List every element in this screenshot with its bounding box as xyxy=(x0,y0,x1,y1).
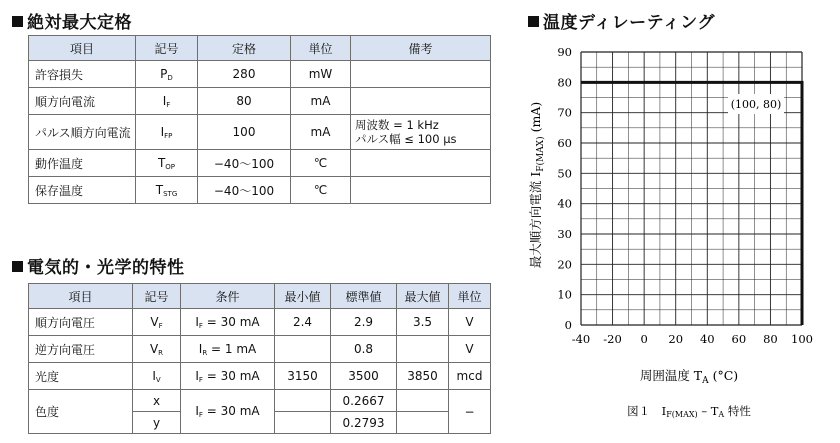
x-tick-label: 80 xyxy=(763,332,778,346)
row-symbol xyxy=(136,150,198,177)
symbol-subscript: F xyxy=(166,100,171,109)
row-typ-x: 0.2667 xyxy=(331,390,397,412)
row-unit: mcd xyxy=(449,363,491,390)
row-min xyxy=(275,336,331,363)
x-tick-label: 0 xyxy=(640,332,648,346)
table-row xyxy=(29,115,491,150)
row-rating: 280 xyxy=(198,61,291,88)
row-rating: 80 xyxy=(198,88,291,115)
condition-letter: I xyxy=(195,368,199,383)
x-tick-label: 60 xyxy=(731,332,747,346)
row-unit: ℃ xyxy=(291,150,351,177)
row-item: 逆方向電圧 xyxy=(29,336,133,363)
symbol-subscript: OP xyxy=(165,162,176,171)
row-condition xyxy=(181,336,275,363)
condition-value: = 30 mA xyxy=(202,368,260,383)
symbol-letter: T xyxy=(157,155,166,170)
row-max xyxy=(397,390,449,412)
row-typ-y: 0.2793 xyxy=(331,412,397,434)
condition-value: = 30 mA xyxy=(202,314,260,329)
row-symbol-x: x xyxy=(133,390,181,412)
header-typ: 標準値 xyxy=(331,284,397,309)
symbol-subscript: D xyxy=(167,73,173,82)
x-tick-label: -40 xyxy=(571,332,591,346)
symbol-letter: T xyxy=(155,182,164,197)
note-pulse-width: パルス幅 ≤ 100 μs xyxy=(355,132,457,146)
row-unit: mA xyxy=(291,88,351,115)
y-tick-label: 50 xyxy=(557,166,572,181)
row-item: 順方向電圧 xyxy=(29,309,133,336)
row-unit: − xyxy=(449,390,491,434)
header-condition: 条件 xyxy=(181,284,275,309)
row-symbol-y: y xyxy=(133,412,181,434)
row-min: 2.4 xyxy=(275,309,331,336)
condition-value: = 30 mA xyxy=(202,404,260,418)
derating-heading xyxy=(528,8,715,33)
row-note xyxy=(351,177,491,204)
header-symbol: 記号 xyxy=(136,36,198,61)
row-item: 順方向電流 xyxy=(29,88,136,115)
y-tick-label: 80 xyxy=(557,75,572,90)
abs-max-table xyxy=(28,35,491,204)
header-note: 備考 xyxy=(351,36,491,61)
row-min xyxy=(275,412,331,434)
symbol-letter: V xyxy=(149,341,159,356)
row-max xyxy=(397,412,449,434)
row-symbol xyxy=(136,115,198,150)
table-row xyxy=(29,363,491,390)
x-axis-label: 周囲温度 $T_A$ (°C) xyxy=(639,368,739,386)
row-item: 動作温度 xyxy=(29,150,136,177)
condition-letter: I xyxy=(195,314,199,329)
header-symbol: 記号 xyxy=(133,284,181,309)
figure-caption: 図１ IF(MAX) – TA 特性 xyxy=(627,404,751,419)
x-tick-label: 20 xyxy=(668,332,684,346)
table-row xyxy=(29,336,491,363)
table-row xyxy=(29,88,491,115)
condition-value: = 1 mA xyxy=(207,341,257,356)
y-tick-label: 20 xyxy=(557,257,572,272)
header-rating: 定格 xyxy=(198,36,291,61)
derating-chart xyxy=(530,40,830,440)
table-row xyxy=(29,177,491,204)
row-note xyxy=(351,88,491,115)
header-min: 最小値 xyxy=(275,284,331,309)
condition-subscript: F xyxy=(198,411,203,419)
heading-square-icon xyxy=(528,16,539,27)
annotation-label: (100, 80) xyxy=(730,98,782,111)
row-symbol xyxy=(136,88,198,115)
row-unit: mA xyxy=(291,115,351,150)
row-note xyxy=(351,150,491,177)
eo-table xyxy=(28,283,491,434)
x-tick-label: -20 xyxy=(603,332,622,346)
symbol-letter: I xyxy=(152,368,156,383)
condition-letter: I xyxy=(198,341,203,356)
row-rating: −40～100 xyxy=(198,177,291,204)
y-tick-label: 40 xyxy=(557,196,572,211)
row-item: 色度 xyxy=(29,390,133,434)
y-axis-label: 最大順方向電流 $I_{F(MAX)}$ (mA) xyxy=(528,101,546,269)
condition-letter: I xyxy=(195,404,199,418)
row-condition xyxy=(181,390,275,434)
row-typ: 3500 xyxy=(331,363,397,390)
row-unit: V xyxy=(449,336,491,363)
symbol-letter: P xyxy=(160,66,168,81)
x-tick-label: 40 xyxy=(699,332,715,346)
symbol-letter: I xyxy=(162,93,167,108)
symbol-subscript: F xyxy=(158,321,163,330)
symbol-letter: I xyxy=(160,124,165,139)
heading-square-icon xyxy=(12,16,23,27)
row-symbol xyxy=(133,309,181,336)
header-unit: 単位 xyxy=(291,36,351,61)
y-tick-label: 30 xyxy=(557,227,572,241)
abs-max-heading-text: 絶対最大定格 xyxy=(27,13,132,33)
row-item: 許容損失 xyxy=(29,61,136,88)
table-header-row xyxy=(29,284,491,309)
y-tick-label: 90 xyxy=(557,45,572,59)
header-max: 最大値 xyxy=(397,284,449,309)
symbol-subscript: V xyxy=(155,375,161,384)
y-tick-label: 70 xyxy=(557,105,572,120)
symbol-subscript: STG xyxy=(163,189,178,198)
table-header-row xyxy=(29,36,491,61)
row-symbol xyxy=(133,336,181,363)
header-item: 項目 xyxy=(29,36,136,61)
row-rating: 100 xyxy=(198,115,291,150)
condition-subscript: F xyxy=(198,321,203,330)
row-item: パルス順方向電流 xyxy=(29,115,136,150)
y-tick-label: 60 xyxy=(557,136,572,150)
row-item: 光度 xyxy=(29,363,133,390)
table-row xyxy=(29,150,491,177)
heading-square-icon xyxy=(12,261,23,272)
row-condition xyxy=(181,309,275,336)
row-item: 保存温度 xyxy=(29,177,136,204)
row-max: 3.5 xyxy=(397,309,449,336)
row-unit: mW xyxy=(291,61,351,88)
condition-subscript: R xyxy=(202,348,208,357)
abs-max-heading xyxy=(12,8,132,33)
row-unit: V xyxy=(449,309,491,336)
row-rating: −40～100 xyxy=(198,150,291,177)
y-tick-label: 0 xyxy=(564,318,572,332)
row-note xyxy=(351,61,491,88)
x-tick-label: 100 xyxy=(791,332,813,346)
grid-lines xyxy=(581,52,802,325)
header-unit: 単位 xyxy=(449,284,491,309)
row-symbol xyxy=(133,363,181,390)
row-max xyxy=(397,336,449,363)
row-max: 3850 xyxy=(397,363,449,390)
eo-heading xyxy=(12,253,185,278)
table-row xyxy=(29,309,491,336)
row-unit: ℃ xyxy=(291,177,351,204)
row-note xyxy=(351,115,491,150)
tick-labels xyxy=(557,45,813,346)
table-row-chromaticity-x xyxy=(29,390,491,412)
row-condition xyxy=(181,363,275,390)
y-tick-label: 10 xyxy=(557,287,572,302)
symbol-letter: V xyxy=(150,314,159,329)
row-symbol xyxy=(136,61,198,88)
row-min: 3150 xyxy=(275,363,331,390)
header-item: 項目 xyxy=(29,284,133,309)
eo-heading-text: 電気的・光学的特性 xyxy=(27,258,185,278)
derating-heading-text: 温度ディレーティング xyxy=(543,13,715,33)
row-symbol xyxy=(136,177,198,204)
symbol-subscript: R xyxy=(158,348,164,357)
row-typ: 2.9 xyxy=(331,309,397,336)
table-row xyxy=(29,61,491,88)
condition-subscript: F xyxy=(198,375,203,384)
row-min xyxy=(275,390,331,412)
row-typ: 0.8 xyxy=(331,336,397,363)
note-frequency: 周波数 = 1 kHz xyxy=(355,118,439,132)
symbol-subscript: FP xyxy=(164,131,173,140)
